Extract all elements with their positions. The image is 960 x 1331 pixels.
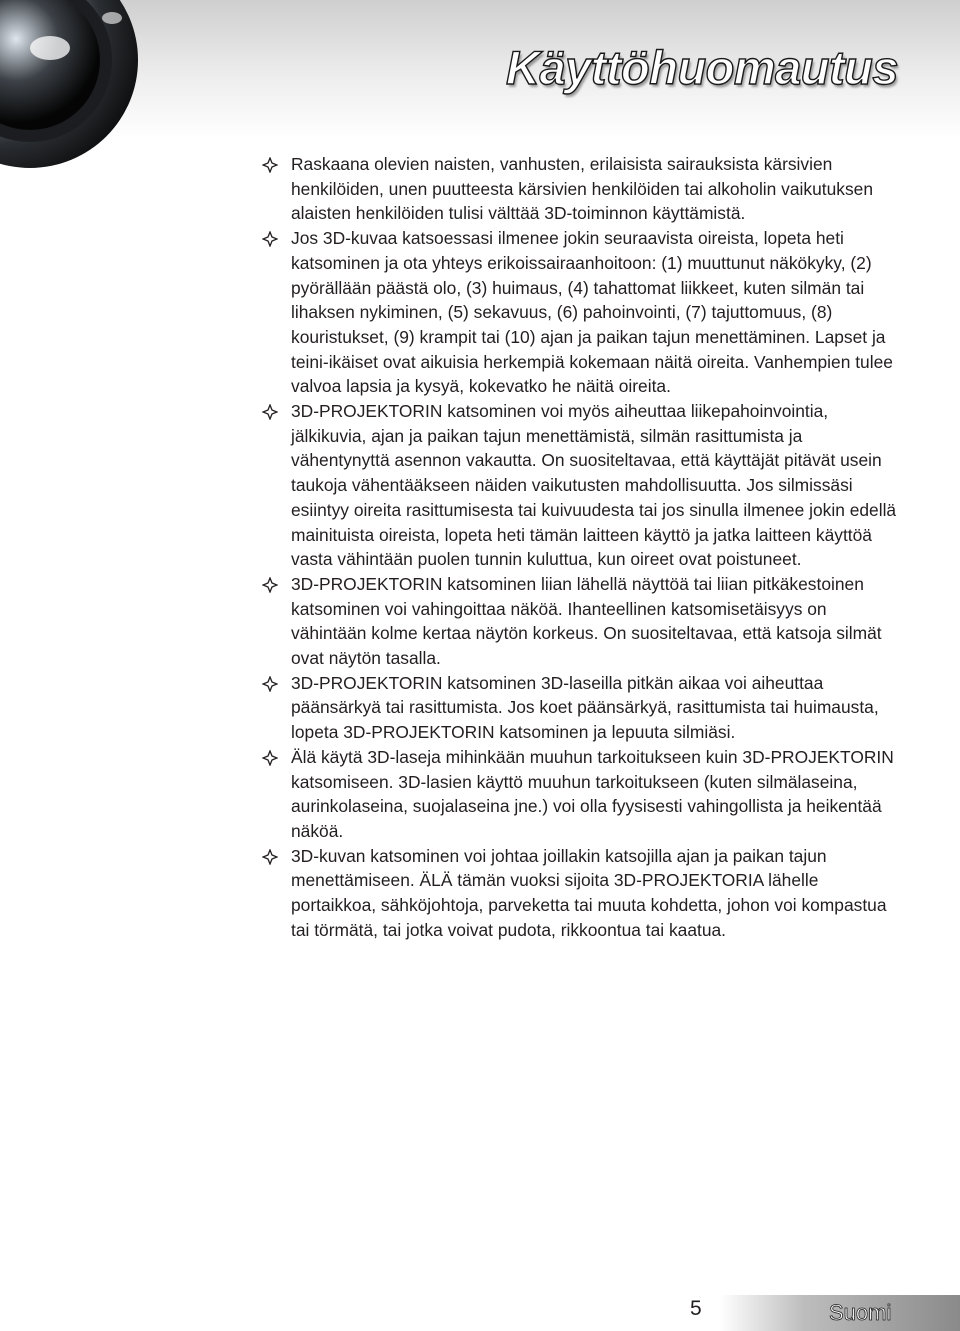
list-item-text: 3D-PROJEKTORIN katsominen liian lähellä näyttöä tai liian pitkäkestoinen katsominen voi vahingoittaa näköä. Ihanteellinen katsomisetäisyys on vähintään kolme kertaa näytön korkeus. On suositeltavaa, että katsoja silmät ovat näytön tasalla.	[291, 573, 882, 669]
four-point-star-outline-icon	[262, 849, 278, 865]
bullet-list	[262, 152, 902, 943]
list-item	[262, 844, 902, 943]
list-item	[262, 572, 902, 671]
list-item-text: Älä käytä 3D-laseja mihinkään muuhun tarkoitukseen kuin 3D-PROJEKTORIN katsomiseen. 3D-lasien käyttö muuhun tarkoitukseen (kuten silmälaseina, aurinkolaseina, suojalaseina jne.) voi olla fyysisesti vahingollista ja heikentää näköä.	[291, 746, 894, 841]
list-item	[262, 399, 902, 572]
list-item-text: Jos 3D-kuvaa katsoessasi ilmenee jokin seuraavista oireista, lopeta heti katsominen ja ota yhteys erikoissairaanhoitoon: (1) muuttunut näkökyky, (2) pyörällään päästä olo, (3) huimaus, (4) tahattomat liikkeet, kuten silmän tai lihaksen nykiminen, (5) sekavuus, (6) pahoinvointi, (7) tajuttomuus, (8) kouristukset, (9) krampit tai (10) ajan ja paikan tajun menettäminen. Lapset ja teini-ikäiset ovat aikuisia herkempiä kokemaan näitä oireita. Vanhempien tulee valvoa lapsia ja kysyä, kokevatko he näitä oireita.	[291, 228, 893, 397]
list-item-text: 3D-PROJEKTORIN katsominen voi myös aiheuttaa liikepahoinvointia, jälkikuvia, ajan ja paikan tajun menettämistä, silmän rasittumista ja vähentynyttä asennon vakautta. On suositeltavaa, että käyttäjät pitävät usein taukoja vähentääkseen näiden vaikutusten mahdollisuutta. Jos silmissäsi esiintyy oireita rasittumisesta tai kuivuudesta tai jos sinulla ilmenee jokin edellä mainituista oireista, lopeta heti tämän laitteen käyttö ja jatka laitteen käyttöä vasta vähintään puolen tunnin kuluttua, kun oireet ovat poistuneet.	[291, 401, 897, 570]
list-item	[262, 745, 902, 844]
four-point-star-outline-icon	[262, 750, 278, 766]
four-point-star-outline-icon	[262, 676, 278, 692]
four-point-star-outline-icon	[262, 577, 278, 593]
page-title: Käyttöhuomautus	[506, 41, 898, 94]
language-label: Suomi	[829, 1300, 892, 1325]
projector-lens-icon	[0, 0, 140, 180]
four-point-star-outline-icon	[262, 157, 278, 173]
four-point-star-outline-icon	[262, 231, 278, 247]
list-item	[262, 226, 902, 399]
list-item-text: 3D-kuvan katsominen voi johtaa joillakin katsojilla ajan ja paikan tajun menettämiseen. ÄLÄ tämän vuoksi sijoita 3D-PROJEKTORIA lähelle portaikkoa, sähköjohtoja, parveketta tai muuta kohdetta, johon voi kompastua tai törmätä, tai jotka voivat pudota, rikkoontua tai kaatua.	[291, 845, 887, 940]
list-item-text: 3D-PROJEKTORIN katsominen 3D-laseilla pitkän aikaa voi aiheuttaa päänsärkyä tai rasittumista. Jos koet päänsärkyä, rasittumista tai huimausta, lopeta 3D-PROJEKTORIN katsominen ja lepuuta silmiäsi.	[291, 672, 879, 743]
list-item	[262, 671, 902, 745]
list-item	[262, 152, 902, 226]
list-item-text: Raskaana olevien naisten, vanhusten, erilaisista sairauksista kärsivien henkilöiden, unen puutteesta kärsivien henkilöiden tai alkoholin vaikutuksen alaisten henkilöiden tulisi välttää 3D-toiminnon käyttämistä.	[291, 154, 874, 224]
page-number: 5	[690, 1297, 702, 1320]
four-point-star-outline-icon	[262, 404, 278, 420]
